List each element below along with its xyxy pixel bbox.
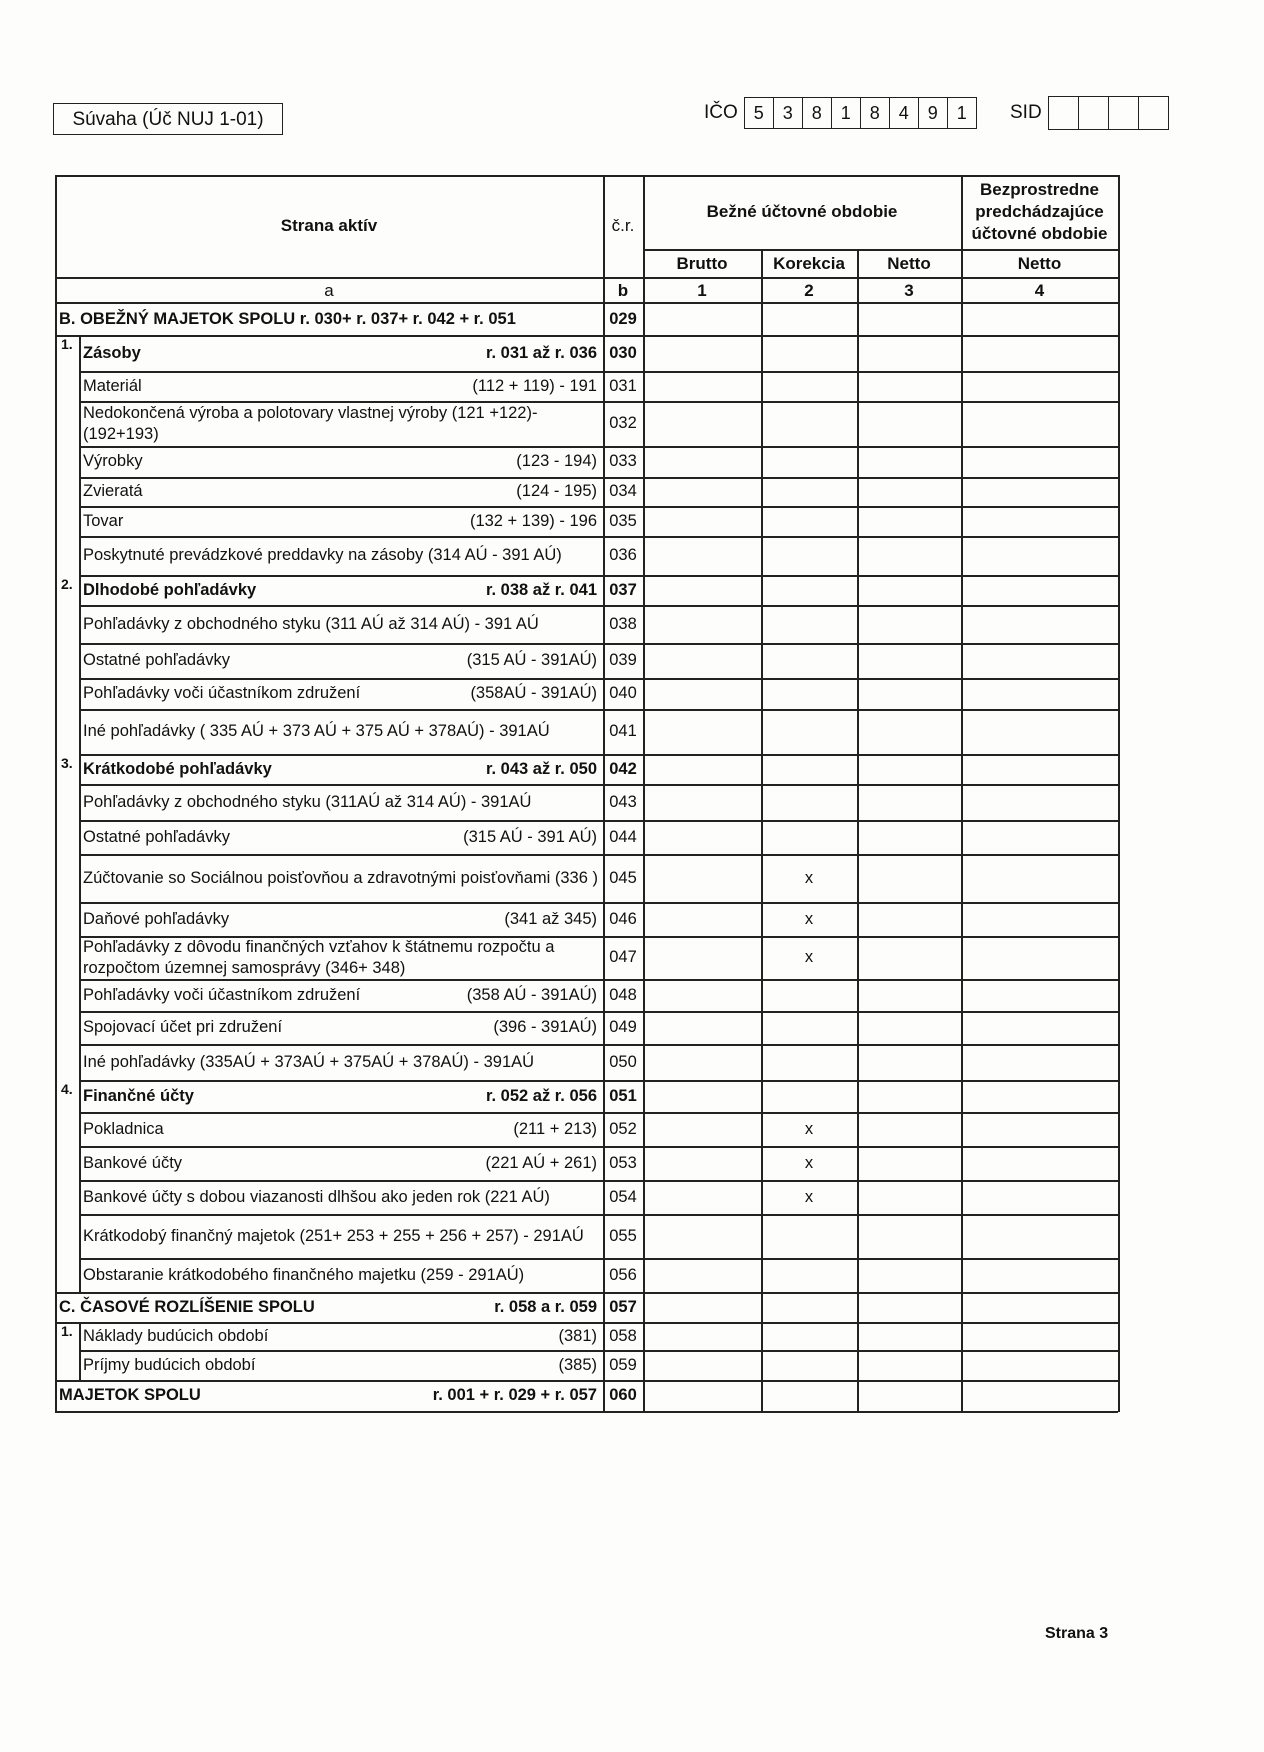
- netto-value-cell[interactable]: [857, 854, 961, 902]
- netto-value-cell[interactable]: [857, 1080, 961, 1112]
- netto-value-cell[interactable]: [857, 1146, 961, 1180]
- brutto-value-cell[interactable]: [643, 335, 761, 371]
- ico-digit-box[interactable]: 1: [832, 97, 861, 129]
- row-label: Spojovací účet pri združení: [83, 1018, 283, 1036]
- korekcia-value-cell[interactable]: [761, 820, 857, 854]
- korekcia-value-cell[interactable]: [761, 678, 857, 709]
- netto-value-cell[interactable]: [857, 371, 961, 401]
- row-reference: (132 + 139) - 196: [469, 511, 597, 530]
- grid-line: [55, 302, 1118, 304]
- row-reference: (315 AÚ - 391 AÚ): [463, 827, 597, 846]
- brutto-value-cell[interactable]: [643, 1350, 761, 1380]
- row-reference: (123 - 194): [516, 452, 597, 470]
- row-label: Zvieratá: [83, 482, 143, 500]
- row-label: Krátkodobý finančný majetok (251+ 253 + 255 + 256 + 257) - 291AÚ: [83, 1226, 584, 1245]
- korekcia-value-cell[interactable]: [761, 605, 857, 643]
- netto-value-cell[interactable]: [857, 1292, 961, 1322]
- row-reference: (341 až 345): [504, 909, 597, 928]
- grid-line: [79, 401, 81, 446]
- row-number: 056: [609, 1265, 637, 1284]
- netto-prev-value-cell[interactable]: [961, 1180, 1118, 1214]
- row-reference: (358 AÚ - 391AÚ): [466, 985, 597, 1004]
- grid-line: [761, 249, 763, 1412]
- netto-prev-value-cell[interactable]: [961, 303, 1118, 335]
- brutto-value-cell[interactable]: [643, 1292, 761, 1322]
- netto-prev-value-cell[interactable]: [961, 605, 1118, 643]
- korekcia-value-cell[interactable]: [761, 1292, 857, 1322]
- row-number: 037: [609, 580, 637, 599]
- row-number: 055: [609, 1226, 637, 1245]
- grid-line: [79, 979, 81, 1011]
- row-number: 041: [609, 722, 637, 740]
- row-number: 034: [609, 482, 637, 500]
- row-number: 031: [609, 376, 637, 395]
- brutto-value-cell[interactable]: [643, 371, 761, 401]
- netto-value-cell[interactable]: [857, 902, 961, 936]
- row-number: 054: [609, 1187, 637, 1206]
- brutto-value-cell[interactable]: [643, 1146, 761, 1180]
- sid-digit-boxes: [1048, 96, 1169, 130]
- row-number: 058: [609, 1326, 637, 1345]
- row-label: Nedokončená výroba a polotovary vlastnej výroby (121 +122)-(192+193): [83, 403, 538, 443]
- grid-line: [79, 477, 81, 506]
- row-number: 060: [609, 1386, 637, 1404]
- grid-line: [79, 854, 81, 902]
- korekcia-value-cell[interactable]: [761, 371, 857, 401]
- balance-sheet-table: [55, 175, 1188, 1542]
- grid-line: [79, 536, 81, 575]
- netto-value-cell[interactable]: [857, 979, 961, 1011]
- brutto-value-cell[interactable]: [643, 854, 761, 902]
- brutto-value-cell[interactable]: [643, 1322, 761, 1350]
- netto-value-cell[interactable]: [857, 643, 961, 678]
- row-label: Pohľadávky voči účastníkom združení: [83, 684, 361, 702]
- row-label: Pohľadávky z obchodného styku (311AÚ až 314 AÚ) - 391AÚ: [83, 792, 532, 811]
- row-label: Materiál: [83, 376, 142, 395]
- grid-line: [79, 784, 81, 820]
- row-reference: r. 001 + r. 029 + r. 057: [432, 1386, 597, 1404]
- korekcia-value-cell[interactable]: [761, 1322, 857, 1350]
- ico-digit-box[interactable]: 8: [861, 97, 890, 129]
- ico-digit-box[interactable]: 5: [745, 97, 774, 129]
- row-group-number: 1.: [61, 336, 73, 352]
- korekcia-value-cell[interactable]: x: [804, 909, 814, 928]
- grid-line: [79, 1258, 81, 1292]
- row-reference: r. 038 až r. 041: [485, 580, 597, 599]
- grid-line: [79, 371, 81, 401]
- brutto-value-cell[interactable]: [643, 506, 761, 536]
- row-label: Náklady budúcich období: [83, 1326, 269, 1345]
- grid-line: [55, 1411, 1118, 1413]
- korekcia-value-cell[interactable]: [761, 401, 857, 446]
- brutto-value-cell[interactable]: [643, 643, 761, 678]
- row-number: 050: [609, 1052, 637, 1071]
- korekcia-value-cell[interactable]: [761, 1258, 857, 1292]
- netto-value-cell[interactable]: [857, 1112, 961, 1146]
- netto-prev-value-cell[interactable]: [961, 335, 1118, 371]
- netto-prev-value-cell[interactable]: [961, 820, 1118, 854]
- netto-prev-value-cell[interactable]: [961, 754, 1118, 784]
- row-reference: (124 - 195): [516, 482, 597, 500]
- netto-prev-value-cell[interactable]: [961, 1011, 1118, 1044]
- row-label: Krátkodobé pohľadávky: [83, 759, 272, 778]
- row-label: Dlhodobé pohľadávky: [83, 580, 257, 599]
- row-label: Pokladnica: [83, 1119, 164, 1138]
- netto-value-cell[interactable]: [857, 1011, 961, 1044]
- netto-value-cell[interactable]: [857, 754, 961, 784]
- row-group-number: 1.: [61, 1323, 73, 1339]
- grid-line: [643, 249, 1118, 251]
- sid-digit-box[interactable]: [1049, 96, 1079, 130]
- netto-value-cell[interactable]: [857, 784, 961, 820]
- sid-digit-box[interactable]: [1079, 96, 1109, 130]
- netto-value-cell[interactable]: [857, 709, 961, 754]
- row-number: 043: [609, 792, 637, 811]
- ico-digit-box[interactable]: 8: [803, 97, 832, 129]
- korekcia-value-cell[interactable]: x: [804, 1187, 814, 1206]
- row-label: Pohľadávky z dôvodu finančných vzťahov k štátnemu rozpočtu a rozpočtom územnej samosprávy (346+ 348): [83, 937, 555, 977]
- korekcia-value-cell[interactable]: [761, 1380, 857, 1411]
- row-label: Bankové účty s dobou viazanosti dlhšou ako jeden rok (221 AÚ): [83, 1187, 550, 1206]
- row-label: Finančné účty: [83, 1086, 194, 1105]
- row-label: Iné pohľadávky (335AÚ + 373AÚ + 375AÚ + 378AÚ) - 391AÚ: [83, 1052, 535, 1071]
- grid-line: [79, 446, 81, 477]
- row-number: 030: [609, 343, 637, 362]
- sid-digit-box[interactable]: [1139, 96, 1169, 130]
- row-number: 029: [609, 309, 637, 328]
- netto-prev-value-cell[interactable]: [961, 401, 1118, 446]
- row-number: 049: [609, 1018, 637, 1036]
- brutto-value-cell[interactable]: [643, 575, 761, 605]
- row-reference: r. 058 a r. 059: [494, 1297, 597, 1316]
- netto-value-cell[interactable]: [857, 1322, 961, 1350]
- ico-field: [704, 96, 977, 130]
- netto-prev-value-cell[interactable]: [961, 1044, 1118, 1080]
- grid-line: [55, 277, 1118, 279]
- row-reference: (315 AÚ - 391AÚ): [466, 651, 597, 669]
- ico-digit-box[interactable]: 9: [919, 97, 948, 129]
- korekcia-value-cell[interactable]: [761, 709, 857, 754]
- header-netto-prev: Netto: [1017, 254, 1062, 273]
- row-group-number: 2.: [61, 576, 73, 592]
- grid-line: [79, 575, 81, 605]
- netto-prev-value-cell[interactable]: [961, 575, 1118, 605]
- brutto-value-cell[interactable]: [643, 1180, 761, 1214]
- korekcia-value-cell[interactable]: [761, 1011, 857, 1044]
- brutto-value-cell[interactable]: [643, 477, 761, 506]
- row-number: 039: [609, 651, 637, 669]
- header-korekcia: Korekcia: [773, 254, 845, 273]
- grid-line: [79, 1044, 81, 1080]
- netto-value-cell[interactable]: [857, 335, 961, 371]
- netto-prev-value-cell[interactable]: [961, 371, 1118, 401]
- row-number: 052: [609, 1119, 637, 1138]
- header-predchadzajuce-obdobie: [961, 175, 1118, 249]
- row-reference: (358AÚ - 391AÚ): [470, 684, 597, 702]
- page-number: Strana 3: [1045, 1625, 1109, 1642]
- korekcia-value-cell[interactable]: [761, 1044, 857, 1080]
- netto-prev-value-cell[interactable]: [961, 902, 1118, 936]
- netto-prev-value-cell[interactable]: [961, 643, 1118, 678]
- korekcia-value-cell[interactable]: [761, 536, 857, 575]
- netto-value-cell[interactable]: [857, 575, 961, 605]
- column-b-label: b: [617, 281, 629, 300]
- form-type-label: Súvaha (Úč NUJ 1-01): [53, 103, 283, 135]
- row-label: B. OBEŽNÝ MAJETOK SPOLU r. 030+ r. 037+ r. 042 + r. 051: [59, 309, 516, 328]
- netto-value-cell[interactable]: [857, 1380, 961, 1411]
- row-label: MAJETOK SPOLU: [59, 1386, 201, 1404]
- grid-line: [79, 1112, 81, 1146]
- row-number: 059: [609, 1355, 637, 1374]
- grid-line: [79, 335, 81, 371]
- row-reference: (385): [558, 1355, 597, 1374]
- brutto-value-cell[interactable]: [643, 401, 761, 446]
- sid-field: [1010, 96, 1169, 130]
- netto-prev-value-cell[interactable]: [961, 1380, 1118, 1411]
- grid-line: [79, 1011, 81, 1044]
- netto-prev-value-cell[interactable]: [961, 536, 1118, 575]
- korekcia-value-cell[interactable]: [761, 335, 857, 371]
- brutto-value-cell[interactable]: [643, 536, 761, 575]
- sid-digit-box[interactable]: [1109, 96, 1139, 130]
- brutto-value-cell[interactable]: [643, 902, 761, 936]
- brutto-value-cell[interactable]: [643, 605, 761, 643]
- brutto-value-cell[interactable]: [643, 1258, 761, 1292]
- row-label: Zúčtovanie so Sociálnou poisťovňou a zdravotnými poisťovňami (336 ): [83, 868, 598, 887]
- netto-prev-value-cell[interactable]: [961, 936, 1118, 979]
- header-predch-line3: účtovné obdobie: [971, 224, 1108, 243]
- netto-value-cell[interactable]: [857, 936, 961, 979]
- row-number: 051: [609, 1086, 637, 1105]
- row-number: 042: [609, 759, 637, 778]
- grid-line: [643, 175, 645, 1412]
- brutto-value-cell[interactable]: [643, 979, 761, 1011]
- korekcia-value-cell[interactable]: [761, 1214, 857, 1258]
- row-label: Poskytnuté prevádzkové preddavky na zásoby (314 AÚ - 391 AÚ): [83, 546, 562, 564]
- brutto-value-cell[interactable]: [643, 1011, 761, 1044]
- netto-prev-value-cell[interactable]: [961, 678, 1118, 709]
- korekcia-value-cell[interactable]: [761, 477, 857, 506]
- row-number: 057: [609, 1297, 637, 1316]
- row-reference: (112 + 119) - 191: [472, 376, 597, 395]
- row-label: Pohľadávky z obchodného styku (311 AÚ až 314 AÚ) - 391 AÚ: [83, 614, 539, 633]
- grid-line: [961, 175, 963, 1412]
- netto-value-cell[interactable]: [857, 678, 961, 709]
- brutto-value-cell[interactable]: [643, 784, 761, 820]
- grid-line: [79, 709, 81, 754]
- netto-prev-value-cell[interactable]: [961, 1214, 1118, 1258]
- netto-value-cell[interactable]: [857, 536, 961, 575]
- row-label: Príjmy budúcich období: [83, 1355, 256, 1374]
- brutto-value-cell[interactable]: [643, 446, 761, 477]
- grid-line: [79, 1180, 81, 1214]
- netto-prev-value-cell[interactable]: [961, 854, 1118, 902]
- netto-prev-value-cell[interactable]: [961, 1322, 1118, 1350]
- row-number: 044: [609, 827, 637, 846]
- netto-value-cell[interactable]: [857, 1350, 961, 1380]
- netto-prev-value-cell[interactable]: [961, 1350, 1118, 1380]
- row-label: Daňové pohľadávky: [83, 909, 230, 928]
- korekcia-value-cell[interactable]: [761, 446, 857, 477]
- column-2-label: 2: [804, 281, 814, 300]
- grid-line: [79, 1350, 81, 1380]
- korekcia-value-cell[interactable]: x: [804, 948, 814, 966]
- row-number: 036: [609, 546, 637, 564]
- row-reference: r. 043 až r. 050: [485, 759, 597, 778]
- grid-line: [603, 175, 605, 1412]
- row-reference: (381): [558, 1326, 597, 1345]
- grid-line: [79, 678, 81, 709]
- row-reference: (221 AÚ + 261): [485, 1153, 597, 1172]
- brutto-value-cell[interactable]: [643, 303, 761, 335]
- grid-line: [79, 820, 81, 854]
- netto-value-cell[interactable]: [857, 477, 961, 506]
- row-label: Tovar: [83, 511, 124, 530]
- grid-line: [55, 175, 57, 1412]
- ico-digit-box[interactable]: 1: [948, 97, 977, 129]
- row-number: 048: [609, 985, 637, 1004]
- grid-line: [79, 1146, 81, 1180]
- row-label: C. ČASOVÉ ROZLÍŠENIE SPOLU: [59, 1297, 315, 1316]
- korekcia-value-cell[interactable]: [761, 784, 857, 820]
- korekcia-value-cell[interactable]: [761, 979, 857, 1011]
- header-predch-line2: predchádzajúce: [975, 202, 1104, 221]
- netto-value-cell[interactable]: [857, 401, 961, 446]
- row-number: 035: [609, 511, 637, 530]
- korekcia-value-cell[interactable]: [761, 643, 857, 678]
- column-4-label: 4: [1034, 281, 1045, 300]
- brutto-value-cell[interactable]: [643, 1214, 761, 1258]
- row-group-number: 3.: [61, 755, 73, 771]
- row-number: 045: [609, 868, 637, 887]
- row-reference: (211 + 213): [513, 1119, 597, 1138]
- korekcia-value-cell[interactable]: [761, 754, 857, 784]
- korekcia-value-cell[interactable]: [761, 1080, 857, 1112]
- netto-value-cell[interactable]: [857, 446, 961, 477]
- header-brutto: Brutto: [676, 254, 728, 273]
- row-reference: (396 - 391AÚ): [493, 1018, 597, 1036]
- korekcia-value-cell[interactable]: [761, 1350, 857, 1380]
- header-strana-aktiv: Strana aktív: [280, 216, 378, 235]
- row-label: Ostatné pohľadávky: [83, 827, 230, 846]
- row-label: Výrobky: [83, 452, 143, 470]
- grid-line: [857, 249, 859, 1412]
- brutto-value-cell[interactable]: [643, 1380, 761, 1411]
- grid-line: [79, 936, 81, 979]
- header-bezne-obdobie: Bežné účtovné obdobie: [706, 202, 898, 221]
- netto-value-cell[interactable]: [857, 1214, 961, 1258]
- netto-value-cell[interactable]: [857, 303, 961, 335]
- row-reference: r. 052 až r. 056: [485, 1086, 597, 1105]
- brutto-value-cell[interactable]: [643, 754, 761, 784]
- column-1-label: 1: [697, 281, 707, 300]
- row-label: Zásoby: [83, 343, 141, 362]
- row-reference: r. 031 až r. 036: [485, 343, 597, 362]
- netto-prev-value-cell[interactable]: [961, 1292, 1118, 1322]
- ico-digit-box[interactable]: 3: [774, 97, 803, 129]
- netto-prev-value-cell[interactable]: [961, 446, 1118, 477]
- korekcia-value-cell[interactable]: [761, 575, 857, 605]
- grid-line: [79, 643, 81, 678]
- netto-prev-value-cell[interactable]: [961, 1112, 1118, 1146]
- grid-line: [79, 506, 81, 536]
- netto-value-cell[interactable]: [857, 605, 961, 643]
- netto-prev-value-cell[interactable]: [961, 1146, 1118, 1180]
- grid-line: [1118, 175, 1120, 1412]
- korekcia-value-cell[interactable]: [761, 506, 857, 536]
- brutto-value-cell[interactable]: [643, 1044, 761, 1080]
- brutto-value-cell[interactable]: [643, 678, 761, 709]
- brutto-value-cell[interactable]: [643, 1112, 761, 1146]
- row-group-number: 4.: [61, 1081, 73, 1097]
- korekcia-value-cell[interactable]: x: [804, 868, 814, 887]
- row-label: Obstaranie krátkodobého finančného majetku (259 - 291AÚ): [83, 1265, 525, 1284]
- netto-value-cell[interactable]: [857, 1180, 961, 1214]
- sid-label: SID: [1010, 102, 1042, 123]
- row-number: 032: [609, 414, 637, 432]
- row-number: 038: [609, 614, 637, 633]
- header-netto: Netto: [887, 254, 931, 273]
- brutto-value-cell[interactable]: [643, 936, 761, 979]
- netto-value-cell[interactable]: [857, 1258, 961, 1292]
- row-number: 033: [609, 452, 637, 470]
- column-3-label: 3: [904, 281, 914, 300]
- grid-line: [55, 175, 1118, 177]
- netto-value-cell[interactable]: [857, 1044, 961, 1080]
- row-number: 047: [609, 948, 637, 966]
- korekcia-value-cell[interactable]: x: [804, 1153, 814, 1172]
- netto-prev-value-cell[interactable]: [961, 784, 1118, 820]
- header-cr: č.r.: [611, 216, 635, 235]
- ico-digit-box[interactable]: 4: [890, 97, 919, 129]
- row-label: Iné pohľadávky ( 335 AÚ + 373 AÚ + 375 AÚ + 378AÚ) - 391AÚ: [83, 722, 550, 740]
- grid-line: [79, 605, 81, 643]
- netto-prev-value-cell[interactable]: [961, 709, 1118, 754]
- brutto-value-cell[interactable]: [643, 1080, 761, 1112]
- row-number: 046: [609, 909, 637, 928]
- grid-line: [79, 1080, 81, 1112]
- row-label: Pohľadávky voči účastníkom združení: [83, 985, 361, 1004]
- brutto-value-cell[interactable]: [643, 820, 761, 854]
- row-label: Ostatné pohľadávky: [83, 651, 230, 669]
- brutto-value-cell[interactable]: [643, 709, 761, 754]
- korekcia-value-cell[interactable]: [761, 303, 857, 335]
- row-label: Bankové účty: [83, 1153, 183, 1172]
- netto-prev-value-cell[interactable]: [961, 506, 1118, 536]
- grid-line: [79, 754, 81, 784]
- grid-line: [79, 1214, 81, 1258]
- netto-prev-value-cell[interactable]: [961, 979, 1118, 1011]
- grid-line: [79, 1322, 81, 1350]
- netto-prev-value-cell[interactable]: [961, 1258, 1118, 1292]
- netto-prev-value-cell[interactable]: [961, 1080, 1118, 1112]
- row-number: 040: [609, 684, 637, 702]
- ico-label: IČO: [704, 102, 738, 123]
- netto-prev-value-cell[interactable]: [961, 477, 1118, 506]
- ico-digit-boxes: [744, 97, 977, 129]
- netto-value-cell[interactable]: [857, 820, 961, 854]
- netto-value-cell[interactable]: [857, 506, 961, 536]
- column-a-label: a: [324, 281, 334, 300]
- korekcia-value-cell[interactable]: x: [804, 1119, 814, 1138]
- grid-line: [79, 902, 81, 936]
- row-number: 053: [609, 1153, 637, 1172]
- header-predch-line1: Bezprostredne: [979, 180, 1100, 199]
